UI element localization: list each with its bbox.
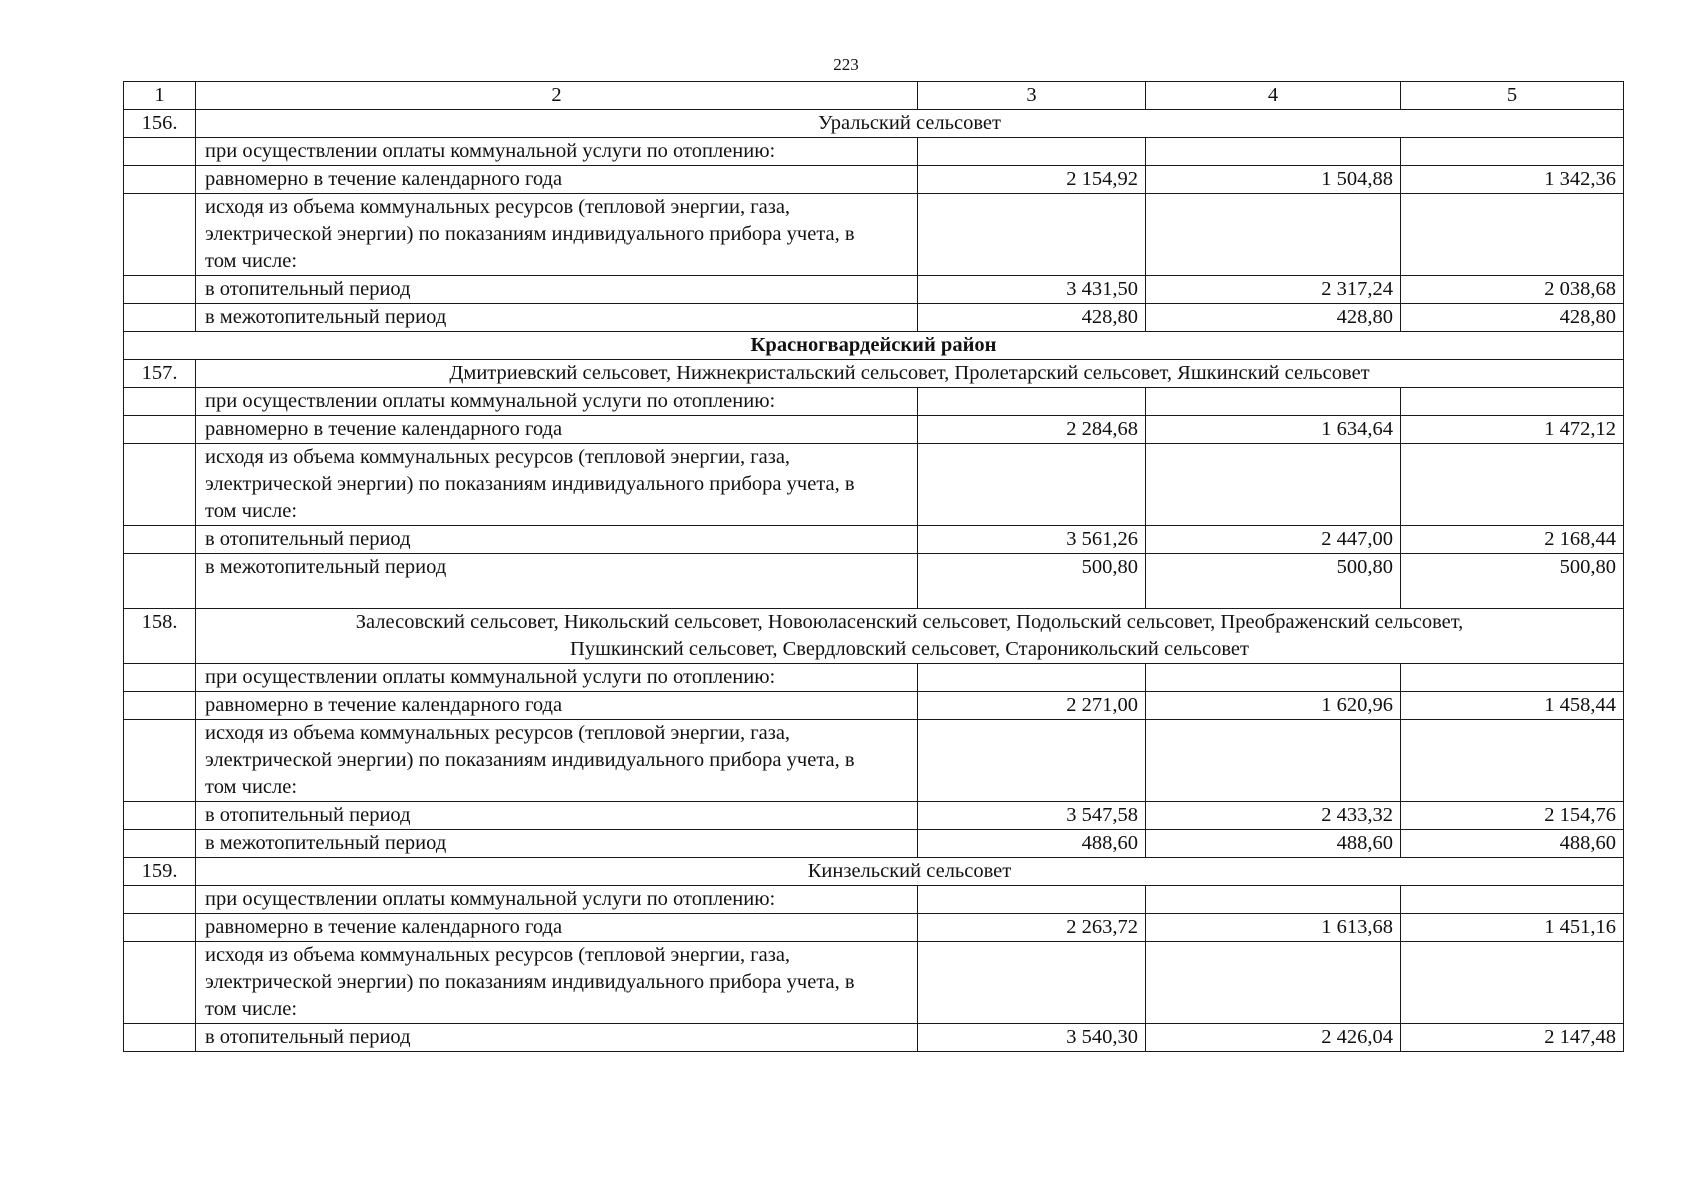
row-number-cell xyxy=(124,802,196,830)
value-col5: 2 147,48 xyxy=(1401,1024,1624,1052)
value-col5 xyxy=(1401,388,1624,416)
value-col5 xyxy=(1401,942,1624,1024)
row-label: в отопительный период xyxy=(196,526,918,554)
value-col4 xyxy=(1146,388,1401,416)
row-number-cell xyxy=(124,166,196,194)
value-col3 xyxy=(918,720,1146,802)
value-col5 xyxy=(1401,720,1624,802)
value-col5: 2 038,68 xyxy=(1401,276,1624,304)
row-label: при осуществлении оплаты коммунальной услуги по отоплению: xyxy=(196,388,918,416)
table-row xyxy=(124,720,1624,802)
value-col5: 2 154,76 xyxy=(1401,802,1624,830)
row-label: равномерно в течение календарного года xyxy=(196,166,918,194)
row-number-cell xyxy=(124,692,196,720)
row-number-cell xyxy=(124,914,196,942)
value-col5 xyxy=(1401,664,1624,692)
value-col3 xyxy=(918,444,1146,526)
value-col4 xyxy=(1146,942,1401,1024)
table-row xyxy=(124,416,1624,444)
row-label: в отопительный период xyxy=(196,802,918,830)
value-col4: 428,80 xyxy=(1146,304,1401,332)
value-col5 xyxy=(1401,194,1624,276)
value-col4: 488,60 xyxy=(1146,830,1401,858)
value-col3: 428,80 xyxy=(918,304,1146,332)
value-col4 xyxy=(1146,444,1401,526)
value-col3: 500,80 xyxy=(918,554,1146,609)
row-label: в межотопительный период xyxy=(196,830,918,858)
value-col5: 1 472,12 xyxy=(1401,416,1624,444)
row-number-cell xyxy=(124,388,196,416)
table-row xyxy=(124,942,1624,1024)
table-row xyxy=(124,444,1624,526)
table-row xyxy=(124,802,1624,830)
value-col4: 1 620,96 xyxy=(1146,692,1401,720)
section-title: Дмитриевский сельсовет, Нижнекристальский сельсовет, Пролетарский сельсовет, Яшкинский сельсовет xyxy=(196,360,1624,388)
value-col5 xyxy=(1401,138,1624,166)
row-number-cell xyxy=(124,194,196,276)
value-col3: 488,60 xyxy=(918,830,1146,858)
value-col3 xyxy=(918,942,1146,1024)
value-col3: 2 271,00 xyxy=(918,692,1146,720)
table-row xyxy=(124,194,1624,276)
row-label: исходя из объема коммунальных ресурсов (тепловой энергии, газа, электрической энергии) по показаниям индивидуального прибора учета, в том числе: xyxy=(196,720,918,802)
value-col4: 1 634,64 xyxy=(1146,416,1401,444)
district-title: Красногвардейский район xyxy=(124,332,1624,360)
value-col3 xyxy=(918,194,1146,276)
row-number-cell xyxy=(124,554,196,609)
header-cell: 4 xyxy=(1146,82,1401,110)
value-col5: 488,60 xyxy=(1401,830,1624,858)
row-label: исходя из объема коммунальных ресурсов (тепловой энергии, газа, электрической энергии) по показаниям индивидуального прибора учета, в том числе: xyxy=(196,194,918,276)
value-col4: 2 433,32 xyxy=(1146,802,1401,830)
row-label: при осуществлении оплаты коммунальной услуги по отоплению: xyxy=(196,138,918,166)
value-col4: 1 504,88 xyxy=(1146,166,1401,194)
section-number: 157. xyxy=(124,360,196,388)
value-col3: 3 561,26 xyxy=(918,526,1146,554)
value-col5: 1 458,44 xyxy=(1401,692,1624,720)
table-row xyxy=(124,692,1624,720)
row-label: в отопительный период xyxy=(196,1024,918,1052)
district-row xyxy=(124,332,1624,360)
value-col5 xyxy=(1401,886,1624,914)
value-col4 xyxy=(1146,720,1401,802)
section-title-row xyxy=(124,858,1624,886)
value-col3: 2 284,68 xyxy=(918,416,1146,444)
row-number-cell xyxy=(124,526,196,554)
table-row xyxy=(124,276,1624,304)
page-number: 223 xyxy=(833,55,859,74)
row-number-cell xyxy=(124,830,196,858)
table-row xyxy=(124,664,1624,692)
section-title: Уральский сельсовет xyxy=(196,110,1624,138)
table-row xyxy=(124,830,1624,858)
row-label: исходя из объема коммунальных ресурсов (тепловой энергии, газа, электрической энергии) по показаниям индивидуального прибора учета, в том числе: xyxy=(196,444,918,526)
row-number-cell xyxy=(124,1024,196,1052)
row-label: в межотопительный период xyxy=(196,304,918,332)
table-row xyxy=(124,554,1624,609)
row-label: при осуществлении оплаты коммунальной услуги по отоплению: xyxy=(196,886,918,914)
value-col5: 428,80 xyxy=(1401,304,1624,332)
value-col3: 3 540,30 xyxy=(918,1024,1146,1052)
value-col3 xyxy=(918,138,1146,166)
row-number-cell xyxy=(124,942,196,1024)
table-row xyxy=(124,1024,1624,1052)
value-col4: 2 317,24 xyxy=(1146,276,1401,304)
row-label: в отопительный период xyxy=(196,276,918,304)
value-col4: 1 613,68 xyxy=(1146,914,1401,942)
table-row xyxy=(124,914,1624,942)
value-col3 xyxy=(918,664,1146,692)
table-header-row xyxy=(124,82,1624,110)
header-cell: 1 xyxy=(124,82,196,110)
tariff-table xyxy=(123,81,1624,1052)
value-col4: 500,80 xyxy=(1146,554,1401,609)
value-col4 xyxy=(1146,664,1401,692)
value-col4: 2 426,04 xyxy=(1146,1024,1401,1052)
value-col5: 1 342,36 xyxy=(1401,166,1624,194)
value-col4 xyxy=(1146,886,1401,914)
table-row xyxy=(124,886,1624,914)
row-number-cell xyxy=(124,664,196,692)
row-label: равномерно в течение календарного года xyxy=(196,692,918,720)
table-row xyxy=(124,304,1624,332)
header-cell: 2 xyxy=(196,82,918,110)
row-number-cell xyxy=(124,416,196,444)
value-col4: 2 447,00 xyxy=(1146,526,1401,554)
table-row xyxy=(124,138,1624,166)
value-col3 xyxy=(918,886,1146,914)
section-title: Залесовский сельсовет, Никольский сельсовет, Новоюласенский сельсовет, Подольский сельсовет, Преображенский сельсовет, Пушкинский сельсовет, Свердловский сельсовет, Староникольский сельсовет xyxy=(196,609,1624,664)
row-label: равномерно в течение календарного года xyxy=(196,914,918,942)
row-number-cell xyxy=(124,720,196,802)
table-row xyxy=(124,526,1624,554)
row-number-cell xyxy=(124,444,196,526)
value-col3: 2 263,72 xyxy=(918,914,1146,942)
row-label: исходя из объема коммунальных ресурсов (тепловой энергии, газа, электрической энергии) по показаниям индивидуального прибора учета, в том числе: xyxy=(196,942,918,1024)
section-number: 156. xyxy=(124,110,196,138)
value-col5: 500,80 xyxy=(1401,554,1624,609)
row-label: в межотопительный период xyxy=(196,554,918,609)
value-col3: 3 547,58 xyxy=(918,802,1146,830)
row-label: равномерно в течение календарного года xyxy=(196,416,918,444)
row-number-cell xyxy=(124,276,196,304)
section-title-row xyxy=(124,360,1624,388)
value-col4 xyxy=(1146,138,1401,166)
table-row xyxy=(124,388,1624,416)
section-number: 158. xyxy=(124,609,196,664)
row-number-cell xyxy=(124,886,196,914)
row-number-cell xyxy=(124,304,196,332)
value-col5 xyxy=(1401,444,1624,526)
table-row xyxy=(124,166,1624,194)
value-col5: 2 168,44 xyxy=(1401,526,1624,554)
value-col4 xyxy=(1146,194,1401,276)
value-col3: 2 154,92 xyxy=(918,166,1146,194)
header-cell: 5 xyxy=(1401,82,1624,110)
value-col5: 1 451,16 xyxy=(1401,914,1624,942)
section-title-row xyxy=(124,110,1624,138)
value-col3: 3 431,50 xyxy=(918,276,1146,304)
section-number: 159. xyxy=(124,858,196,886)
section-title-row xyxy=(124,609,1624,664)
header-cell: 3 xyxy=(918,82,1146,110)
row-label: при осуществлении оплаты коммунальной услуги по отоплению: xyxy=(196,664,918,692)
row-number-cell xyxy=(124,138,196,166)
section-title: Кинзельский сельсовет xyxy=(196,858,1624,886)
value-col3 xyxy=(918,388,1146,416)
